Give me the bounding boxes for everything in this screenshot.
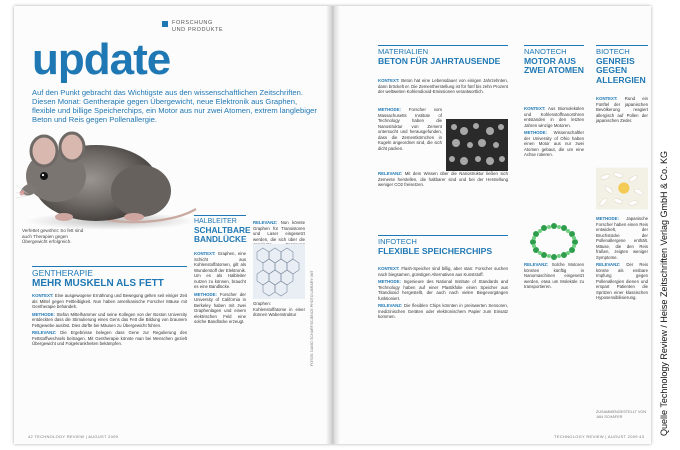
source-credit: Quelle Technology Review / Heise Zeitschriften Verlag GmbH & Co. KG	[659, 151, 669, 436]
rice-grains-image	[596, 166, 648, 211]
gentherapie-title: MEHR MUSKELN ALS FETT	[32, 278, 164, 289]
graphene-illustration	[253, 244, 305, 299]
biotech-heading	[596, 48, 651, 85]
concrete-structure-image	[446, 119, 508, 171]
gentherapie-relevanz: Die Ergebnisse belegen dass Gene zur Regulierung des Fettstoffwechsels beitragen. Mit Gentherapie könnte man bei Menschen gezielt Übergewicht und Folgekrankheiten bekämpfen.	[32, 330, 187, 346]
kontext-label: KONTEXT:	[596, 96, 618, 101]
left-page	[14, 6, 332, 444]
biotech-kontext-block	[596, 96, 648, 124]
methode-label: METHODE:	[596, 216, 619, 221]
halbleiter-kicker: HALBLEITER	[194, 218, 237, 225]
infotech-kontext: Flash-Speicher sind billig, aber starr. Forscher suchen nach biegsamen, günstigen Alternativen aus Kunststoff.	[378, 266, 508, 277]
compiled-by: ZUSAMMENGESTELLT VON JAN SCHÄFER	[596, 410, 647, 419]
nanotech-kicker: NANOTECH	[524, 47, 567, 56]
material-kicker: MATERIALIEN	[378, 47, 429, 56]
material-heading	[378, 48, 508, 66]
source-credit-strip	[657, 6, 677, 444]
atom-ring-illustration	[520, 220, 588, 260]
relevanz-label: RELEVANZ:	[253, 220, 278, 225]
mouse-caption: Verfettet gewöhnt: So fett sind auch Therapien gegen Übergewicht erfolgreich.	[22, 228, 84, 245]
gentherapie-kontext: Eine ausgewogene Ernährung und Bewegung gelten seit einiger Zeit als Mittel gegen Fettleibigkeit. Nun haben amerikanische Forscher Mäuse mit Gentherapie behandelt.	[32, 293, 187, 309]
nanotech-title: MOTOR AUS ZWEI ATOMEN	[524, 55, 584, 75]
relevanz-label: RELEVANZ:	[596, 262, 621, 267]
biotech-kontext: Rund ein Fünftel der japanischen Bevölkerung reagiert allergisch auf Pollen der japanischen Zeder.	[596, 96, 648, 123]
section-marker	[162, 21, 168, 27]
magazine-spread	[14, 6, 651, 444]
biotech-body	[596, 216, 648, 301]
biotech-relevanz: Der Reis könnte als essbare Impfung gegen Pollenallergien dienen und erspart Patienten die Spritzen einer klassischen Hyposensibilisierung.	[596, 262, 648, 300]
methode-label: METHODE:	[194, 291, 217, 297]
infotech-methode: Ingenieure des National Institute of Standards and Technology haben auf einer Plastikfolie einen Speicher aus Titandioxid hergestellt, der auch nach vielen Biegevorgängen funktioniert.	[378, 279, 508, 301]
article-rule	[378, 45, 508, 46]
infotech-kicker: INFOTECH	[378, 237, 417, 246]
intro-text: Auf den Punkt gebracht das Wichtigste aus den wissenschaftlichen Zeitschriften. Diesen Monat: Gentherapie gegen Übergewicht, neue Elektronik aus Graphen, flexible und billige Speicherchips, ein Motor aus nur zwei Atomen, extrem langlebiger Beton und Reis gegen Pollenallergie.	[32, 88, 317, 124]
halbleiter-kontext: Graphen, eine Schicht aus Kohlenstoffatomen, gilt als Wunderstoff der Elektronik. Um es als Halbleiter nutzen zu können, braucht es eine Bandlücke.	[194, 251, 246, 289]
material-kontext: Beton hat eine Lebensdauer von einigen Jahrzehnten, dann bröckelt er. Die Zementherstellung ist für fünf bis zehn Prozent der weltweiten Kohlendioxid-Emissionen verantwortlich.	[378, 78, 508, 94]
methode-label: METHODE:	[378, 279, 401, 284]
article-rule	[32, 266, 187, 267]
section-tag	[172, 20, 223, 33]
methode-label: METHODE:	[524, 130, 547, 135]
article-rule	[596, 45, 648, 46]
methode-label: METHODE:	[378, 107, 401, 112]
page-gutter	[326, 6, 340, 444]
page-title: update	[32, 35, 171, 84]
article-rule	[378, 235, 508, 236]
nanotech-methode: Wissenschaftler der University of Ohio haben einen Motor aus nur zwei Atomen gebaut, die um eine Achse rotieren.	[524, 130, 584, 157]
halbleiter-relevanz: Nun könnte Graphen für Transistoren und Laser eingesetzt werden, die sich über die	[253, 220, 305, 242]
section-line-2: UND PRODUKTE	[172, 26, 224, 33]
relevanz-label: RELEVANZ:	[378, 303, 403, 308]
material-relevanz-block	[378, 171, 508, 188]
nanotech-kontext: Aus Biomolekülen und Kohlenstoffnanoröhren entstanden in den letzten Jahren winzige Motoren.	[524, 106, 584, 128]
material-title: BETON FÜR JAHRTAUSENDE	[378, 55, 501, 66]
halbleiter-methode: Forscher der University of California in Berkeley haben mit zwei Graphenlagen und einem elektrischen Feld eine solche Bandlücke erzeugt.	[194, 291, 246, 324]
material-methode: Forscher vom Massachusetts Institute of Technology haben die Nanostruktur von Zement untersucht und herausgefunden, dass die Zementkörnchen in Kugeln angeordnet sind, die sich dicht packen.	[378, 107, 442, 151]
kontext-label: KONTEXT:	[194, 251, 216, 256]
biotech-methode: Japanische Forscher haben einen Reis entwickelt, der Bruchstücke der Pollenallergene enthält. Mäuse, die den Reis fraßen, zeigten weniger Symptome.	[596, 216, 648, 260]
kontext-label: KONTEXT:	[32, 293, 54, 298]
footer-left: 42 TECHNOLOGY REVIEW | AUGUST 2009	[28, 434, 119, 439]
gentherapie-kicker: GENTHERAPIE	[32, 268, 93, 278]
material-kontext-block	[378, 78, 508, 95]
relevanz-label: RELEVANZ:	[32, 330, 57, 335]
material-relevanz: Mit dem Wissen über die Nanostruktur ließen sich Zemente herstellen, die haltbarer sind und bei der Herstellung weniger CO2 freisetzen.	[378, 171, 508, 187]
kontext-label: KONTEXT:	[378, 266, 400, 271]
photo-credit: FOTOS: DAVID SCHARF/SCIENCE PHOTO LIBRARY; MIT	[310, 270, 314, 366]
nanotech-body	[524, 106, 584, 158]
section-line-1: FORSCHUNG	[172, 20, 213, 26]
graphene-caption: Graphen: Kohlenstoffatome in einer dünnen Wabenstruktur	[253, 301, 305, 317]
biotech-kicker: BIOTECH	[596, 47, 630, 56]
footer-right: TECHNOLOGY REVIEW | AUGUST 2009 43	[554, 434, 645, 439]
kontext-label: KONTEXT:	[524, 106, 546, 111]
article-rule	[194, 215, 246, 216]
halbleiter-title: SCHALTBARE BANDLÜCKE	[194, 225, 251, 244]
nanotech-relevanz-block	[524, 262, 584, 290]
gentherapie-methode: Stefan Mittelhammer und seine Kollegen von der Boston University entdeckten dass die Stimulierung eines Gens das Fett die Bildung von braunem Fettgewebe auslöst. Dies dürfte bei Mäusen zu Übergewicht führen.	[32, 311, 187, 328]
halbleiter-body	[194, 251, 246, 325]
article-rule	[524, 45, 584, 46]
infotech-body	[378, 266, 508, 320]
infotech-title: FLEXIBLE SPEICHERCHIPS	[378, 245, 493, 256]
gentherapie-heading	[32, 269, 164, 289]
relevanz-label: RELEVANZ:	[524, 262, 549, 267]
kontext-label: KONTEXT:	[378, 78, 400, 83]
biotech-title: GENREIS GEGEN ALLERGIEN	[596, 55, 646, 85]
methode-label: METHODE:	[32, 311, 55, 317]
gentherapie-body	[32, 293, 187, 347]
material-methode-block	[378, 107, 442, 151]
infotech-heading	[378, 238, 508, 256]
mouse-photo	[16, 121, 206, 231]
halbleiter-heading	[194, 218, 251, 244]
relevanz-label: RELEVANZ:	[378, 171, 403, 176]
nanotech-relevanz: Solche Motoren könnten künftig in Nanomaschinen eingesetzt werden, etwa um Moleküle zu transportieren.	[524, 262, 584, 289]
nanotech-heading	[524, 48, 584, 76]
infotech-relevanz: Die flexiblen Chips könnten in preiswerten Sensoren, medizinischen Geräten oder elektronischem Papier zum Einsatz kommen.	[378, 303, 508, 319]
